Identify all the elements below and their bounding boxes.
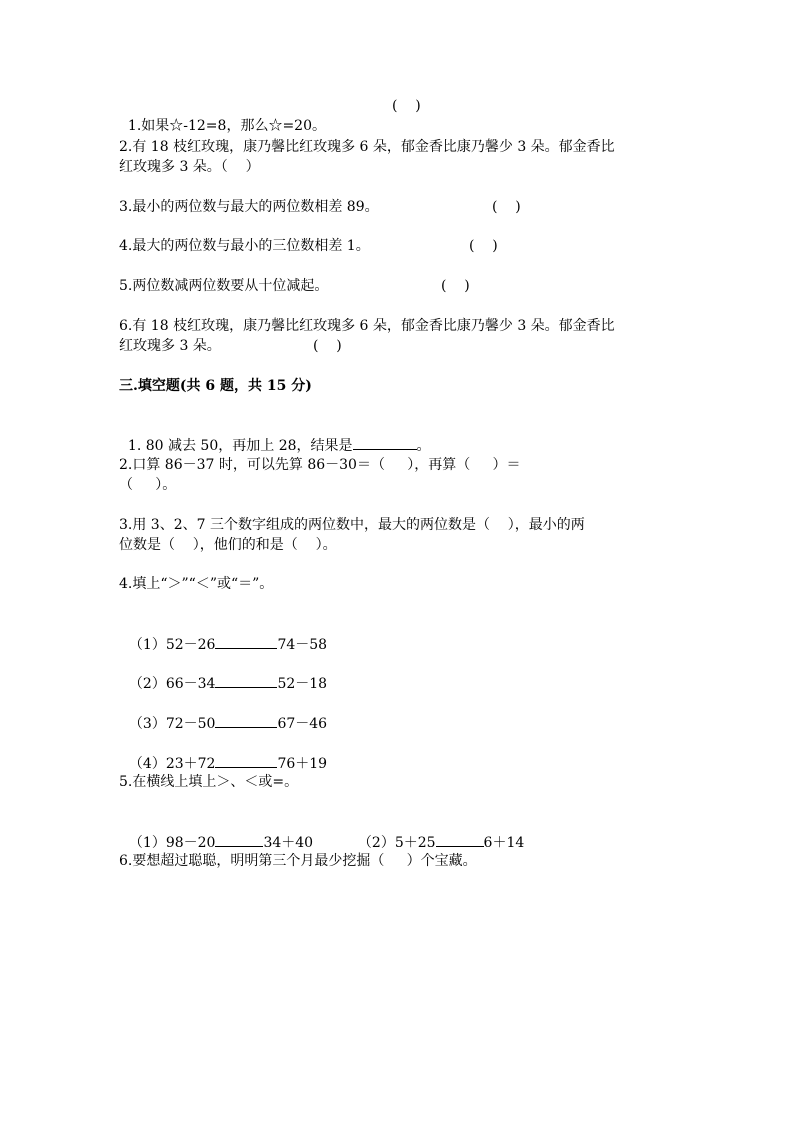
fill-q4-sub-2-blank[interactable] [215,673,277,688]
fill-q2-line2[interactable]: （ ）。 [119,477,177,493]
fill-q4-sub-1-left: （1）52－26 [128,637,216,653]
fill-q4-sub-4 [120,733,327,774]
judgement-item-2-line1: 2.有 18 枝红玫瑰，康乃馨比红玫瑰多 6 朵，郁金香比康乃馨少 3 朵。郁金香比 [119,139,615,155]
fill-q4-text: 4.填上“＞”“＜”或“＝”。 [119,576,274,592]
judgement-item-6-answer-paren[interactable]: ( ) [313,338,342,354]
fill-q4-sub-3-left: （3）72－50 [128,716,216,732]
fill-q4-sub-1 [120,614,327,655]
fill-q5-sub-1-blank[interactable] [215,832,263,847]
fill-q4-sub-4-right: 76＋19 [277,756,328,772]
fill-q3-line1[interactable]: 3.用 3、2、7 三个数字组成的两位数中，最大的两位数是（ ），最小的两 [119,517,585,533]
judgement-item-2-line2[interactable]: 红玫瑰多 3 朵。（ ） [119,159,260,175]
fill-q2-line1[interactable]: 2.口算 86－37 时，可以先算 86－30＝（ ），再算（ ）＝ [119,457,521,473]
fill-q5-sub-1-left: （1）98－20 [128,835,216,851]
fill-q5-sub-2-right: 6＋14 [483,835,525,851]
fill-q6-text[interactable]: 6.要想超过聪聪，明明第三个月最少挖掘（ ）个宝藏。 [119,853,477,869]
fill-q1-text: 1. 80 减去 50，再加上 28，结果是 [127,438,353,454]
judgement-item-4: 4.最大的两位数与最小的三位数相差 1。 [119,238,370,254]
fill-q4-sub-4-blank[interactable] [215,753,277,768]
section-heading-fill: 三.填空题(共 6 题，共 15 分) [119,378,312,394]
fill-q4-sub-2 [120,653,327,694]
fill-q4-sub-4-left: （4）23＋72 [128,756,216,772]
judgement-item-4-answer-paren[interactable]: ( ) [469,238,498,254]
fill-q5-sub-2-blank[interactable] [436,832,484,847]
fill-q4-sub-1-right: 74－58 [277,637,328,653]
fill-q4-sub-3-right: 67－46 [277,716,328,732]
fill-q4-sub-2-left: （2）66－34 [128,676,216,692]
judgement-item-1-text: 1.如果☆-12=8，那么☆=20。 [127,118,326,134]
judgement-item-5-answer-paren[interactable]: ( ) [441,278,470,294]
fill-q4-sub-3 [120,693,327,734]
fill-q5-text: 5.在横线上填上＞、＜或=。 [119,774,299,790]
fill-q1-answer-blank[interactable] [353,435,417,450]
judgement-item-5: 5.两位数减两位数要从十位减起。 [119,278,329,294]
judgement-item-3: 3.最小的两位数与最大的两位数相差 89。 [119,199,379,215]
judgement-item-1-answer-paren[interactable]: ( ) [392,98,421,114]
judgement-item-3-answer-paren[interactable]: ( ) [492,199,521,215]
fill-q1 [119,415,689,456]
fill-q5-sub-2-left: （2）5＋25 [357,835,436,851]
fill-q5-sub-1 [120,812,313,853]
fill-q1-tail: 。 [416,438,431,454]
fill-q5-sub-2 [349,812,524,853]
fill-q4-sub-2-right: 52－18 [277,676,328,692]
judgement-item-6-line1: 6.有 18 枝红玫瑰，康乃馨比红玫瑰多 6 朵，郁金香比康乃馨少 3 朵。郁金香比 [119,318,615,334]
fill-q5-sub-1-right: 34＋40 [263,835,314,851]
fill-q3-line2[interactable]: 位数是（ ），他们的和是（ ）。 [119,537,337,553]
fill-q4-sub-1-blank[interactable] [215,634,277,649]
judgement-item-6-line2: 红玫瑰多 3 朵。 [119,338,221,354]
fill-q4-sub-3-blank[interactable] [215,713,277,728]
